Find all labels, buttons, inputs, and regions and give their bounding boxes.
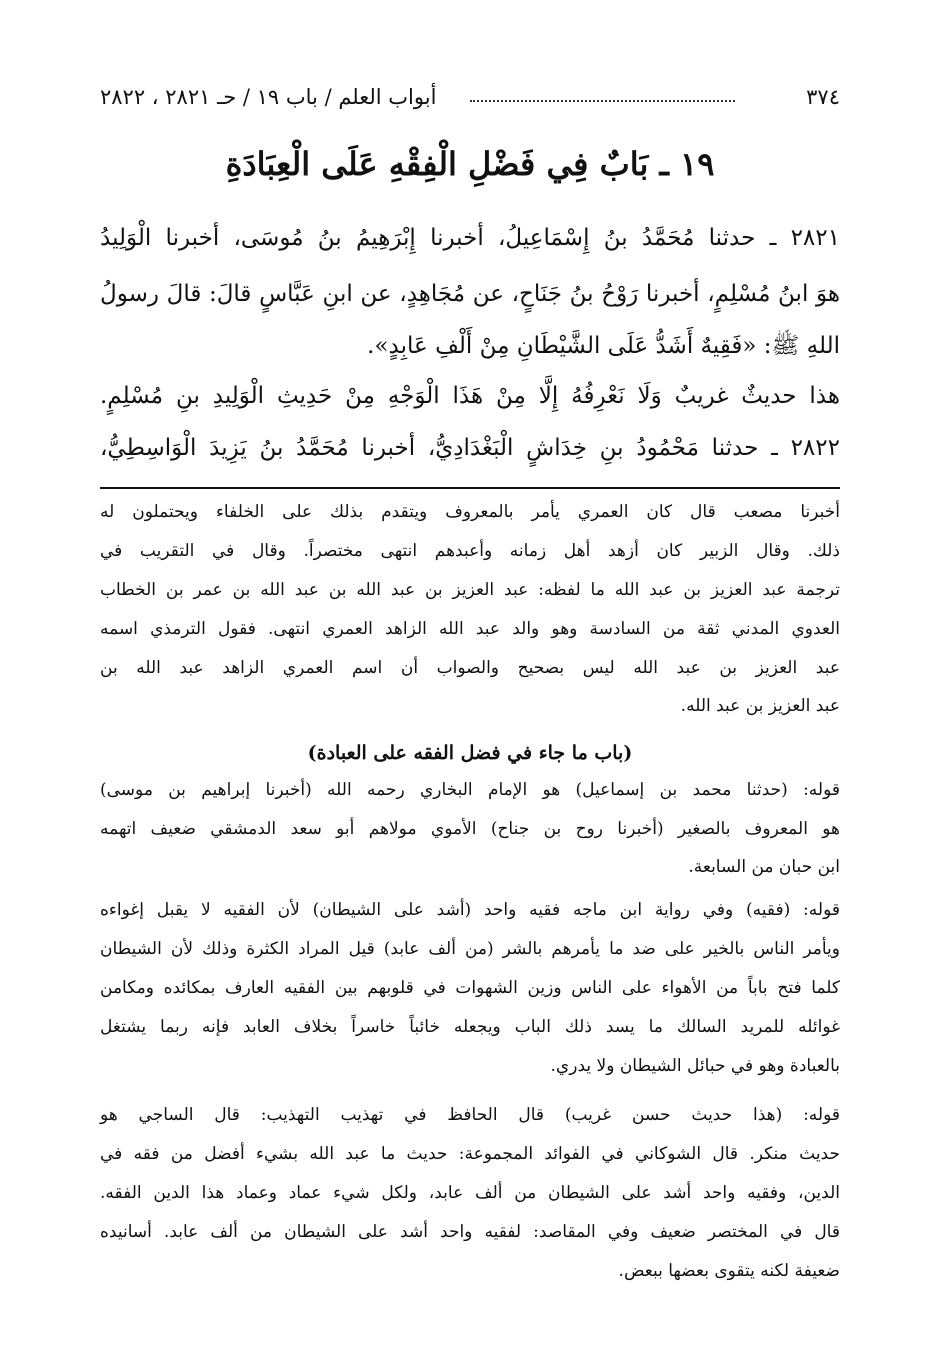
footnote-line: ابن حبان من السابعة. [688, 857, 840, 877]
footnote-line: قال في المختصر ضعيف وفي المقاصد: لفقيه واحد أشد على الشيطان من ألف عابد. أسانيده [100, 1222, 840, 1242]
footnote-line: عبد العزيز بن عبد الله ليس بصحيح والصواب أن اسم العمري الزاهد عبد الله بن [100, 658, 840, 678]
footnote-line: حديث منكر. قال الشوكاني في الفوائد المجموعة: حديث ما عبد الله بشيء أفضل من فقه في [100, 1144, 840, 1164]
header-dot-leader [470, 100, 735, 102]
footnote-line: هو المعروف بالصغير (أخبرنا روح بن جناح) الأموي مولاهم أبو سعد الدمشقي ضعيف اتهمه [100, 819, 840, 839]
hadith-line: اللهِ ﷺ: «فَقِيهٌ أَشَدُّ عَلَى الشَّيْطَانِ مِنْ أَلْفِ عَابِدٍ». [367, 333, 840, 359]
footnote-heading: (باب ما جاء في فضل الفقه على العبادة) [307, 742, 633, 764]
footnote-line: ذلك. وقال الزبير كان أزهد أهل زمانه وأعبدهم انتهى مختصراً. وقال في التقريب في [100, 541, 840, 561]
footnote-line: غوائله للمريد السالك ما يسد ذلك الباب ويجعله خائباً خاسراً بخلاف العابد فإنه ربما يشتغل [100, 1017, 840, 1037]
footnote-line: ضعيفة لكنه يتقوى بعضها ببعض. [618, 1261, 840, 1281]
footnote-line: قوله: (حدثنا محمد بن إسماعيل) هو الإمام البخاري رحمه الله (أخبرنا إبراهيم بن موسى) [100, 780, 840, 800]
footnote-separator [100, 487, 840, 489]
footnote-line: الدين، وفقيه واحد أشد على الشيطان من ألف عابد، ولكل شيء عماد وعماد هذا الدين الفقه. [100, 1183, 840, 1203]
footnote-line: قوله: (هذا حديث حسن غريب) قال الحافظ في تهذيب التهذيب: قال الساجي هو [100, 1105, 840, 1125]
footnote-line: بالعبادة وهو في حبائل الشيطان ولا يدري. [550, 1056, 840, 1076]
hadith-line: ٢٨٢٢ ـ حدثنا مَحْمُودُ بنِ خِدَاشٍ الْبَغْدَادِيُّ، أخبرنا مُحَمَّدُ بنُ يَزِيدَ الْوَاسِطِيُّ، [100, 435, 840, 461]
footnote-line: العدوي المدني ثقة من السادسة وهو والد عبد الله الزاهد العمري انتهى. فقول الترمذي اسمه [100, 619, 840, 639]
footnote-line: أخبرنا مصعب قال كان العمري يأمر بالمعروف ويتقدم بذلك على الخلفاء ويحتملون له [100, 502, 840, 522]
page-header [100, 80, 840, 114]
footnote-line: ويأمر الناس بالخير على ضد ما يأمرهم بالشر (من ألف عابد) قيل المراد الكثرة وذلك لأن الشيطان [100, 939, 840, 959]
footnote-line: ترجمة عبد العزيز بن عبد الله ما لفظه: عبد العزيز بن عبد الله بن عبد الله بن عمر بن الخطاب [100, 580, 840, 600]
hadith-line: هذا حديثٌ غريبٌ وَلَا نَعْرِفُهُ إِلَّا مِنْ هَذَا الْوَجْهِ مِنْ حَدِيثِ الْوَلِيدِ بنِ مُسْلِمٍ. [100, 383, 840, 409]
footnote-line: عبد العزيز بن عبد الله. [680, 696, 840, 716]
running-title: أبواب العلم / باب ١٩ / حـ ٢٨٢١ ، ٢٨٢٢ [100, 85, 437, 109]
hadith-line: ٢٨٢١ ـ حدثنا مُحَمَّدُ بنُ إِسْمَاعِيلُ، أخبرنا إِبْرَهِيمُ بنُ مُوسَى، أخبرنا الْوَلِيدُ [100, 225, 840, 251]
chapter-title: ١٩ ـ بَابٌ فِي فَضْلِ الْفِقْهِ عَلَى الْعِبَادَةِ [225, 145, 715, 183]
page-number: ٣٧٤ [806, 85, 840, 109]
footnote-line: كلما فتح باباً من الأهواء على الناس وزين الشهوات في قلوبهم بين الفقيه العارف بمكائده ومكامن [100, 978, 840, 998]
hadith-line: هوَ ابنُ مُسْلِمٍ، أخبرنا رَوْحُ بنُ جَنَاحٍ، عن مُجَاهِدٍ، عن ابنِ عَبَّاسٍ قالَ: قالَ رسولُ [100, 281, 840, 307]
footnote-line: قوله: (فقيه) وفي رواية ابن ماجه فقيه واحد (أشد على الشيطان) لأن الفقيه لا يقبل إغواءه [100, 900, 840, 920]
